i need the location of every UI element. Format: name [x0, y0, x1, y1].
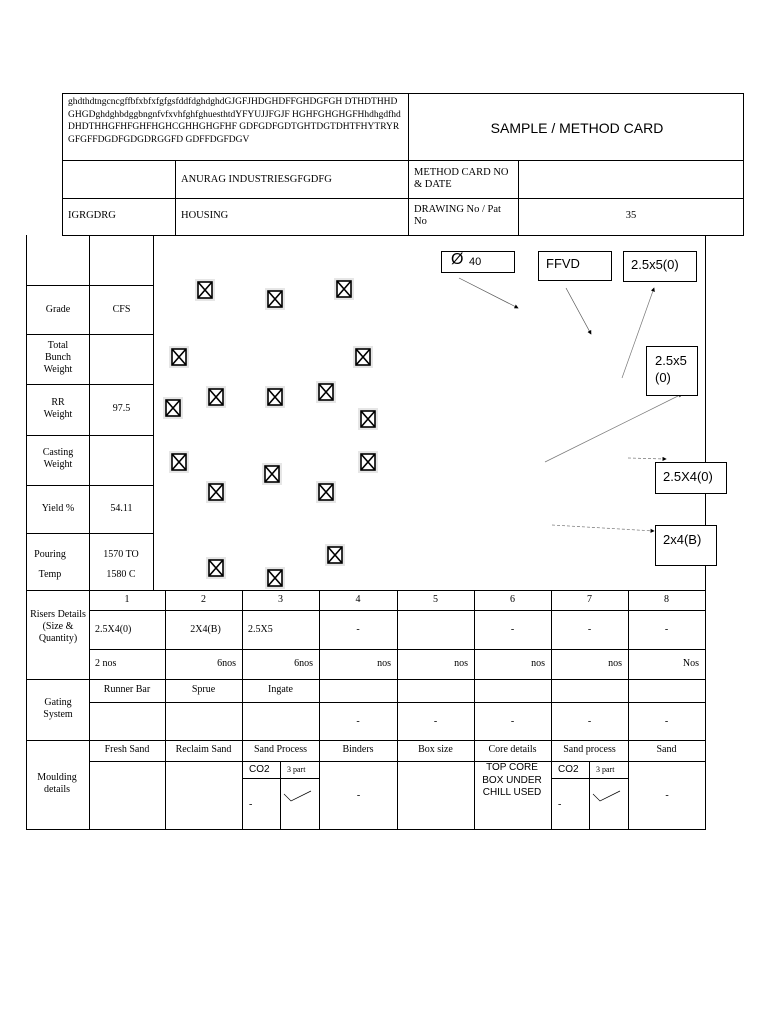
- drawing-label: DRAWING No / Pat No: [414, 204, 501, 227]
- sand-value: -: [665, 790, 669, 801]
- riser-marker-icon: [265, 567, 281, 583]
- spec-label-yield: Yield %: [41, 503, 75, 514]
- riser-quantity: 6nos: [217, 658, 236, 669]
- riser-sketch: [154, 236, 705, 590]
- riser-size: 2.5X5: [248, 624, 273, 635]
- riser-size: -: [587, 624, 592, 635]
- sketch-label-ffvd: FFVD: [538, 251, 612, 281]
- riser-marker-icon: [265, 386, 281, 402]
- spec-value-yield: 54.11: [110, 503, 133, 514]
- riser-size: 2X4(B): [190, 624, 221, 635]
- sketch-label-riser-3: 2.5x5(0): [623, 251, 697, 282]
- moulding-header: Box size: [418, 744, 453, 755]
- sand-process2-3part: 3 part: [596, 765, 615, 774]
- riser-quantity: nos: [531, 658, 545, 669]
- diameter-callout: [441, 251, 515, 273]
- core-details-value: TOP CORE BOX UNDER CHILL USED: [482, 762, 542, 798]
- company-name: ANURAG INDUSTRIESGFGDFG: [181, 174, 332, 185]
- spec-value-grade: CFS: [112, 304, 131, 315]
- method-card-label: METHOD CARD NO & DATE: [414, 167, 509, 190]
- sketch-label-riser-3b: 2.5x5 (0): [646, 346, 698, 396]
- riser-number: 8: [664, 594, 669, 605]
- riser-marker-icon: [316, 481, 332, 497]
- gating-value: -: [587, 716, 592, 727]
- gating-value: -: [664, 716, 669, 727]
- moulding-header: Sand: [656, 744, 677, 755]
- riser-quantity: nos: [377, 658, 391, 669]
- spec-label-rr-weight: RR Weight: [43, 397, 73, 420]
- check-mark-icon-2: [592, 789, 622, 803]
- spec-value-rr-weight: 97.5: [112, 403, 131, 414]
- riser-quantity: nos: [608, 658, 622, 669]
- gating-header: Sprue: [191, 684, 216, 695]
- moulding-header: Sand Process: [253, 744, 308, 755]
- riser-size: 2.5X4(0): [95, 624, 132, 635]
- riser-marker-icon: [206, 386, 222, 402]
- riser-marker-icon: [206, 557, 222, 573]
- moulding-header: Core details: [488, 744, 537, 755]
- riser-marker-icon: [358, 408, 374, 424]
- moulding-label: Moulding details: [37, 772, 77, 795]
- riser-marker-icon: [169, 451, 185, 467]
- sketch-arrows: [154, 236, 705, 590]
- sand-process2-co2: CO2: [558, 764, 579, 775]
- riser-marker-icon: [316, 381, 332, 397]
- sketch-label-riser-1: 2.5X4(0): [655, 462, 727, 494]
- gating-header: Runner Bar: [103, 684, 151, 695]
- riser-marker-icon: [325, 544, 341, 560]
- drawing-value: 35: [625, 210, 637, 221]
- riser-quantity: nos: [454, 658, 468, 669]
- riser-marker-icon: [163, 397, 179, 413]
- company-code: ghdthdtngcncgffbfxbfxfgfgsfddfdghdghdGJGFJHDGHDFFGHDGFGH DTHDTHHDGHGDghdghbdggbngnfvfxvhfghfghuesthtdYFYUJJFGJF HGHFGHGHGFHhdhgdfhdDHDTHHGFHFGHFHGHCGHHGHGFHF GDFGDFGDTGHTDGTDHTFHYTRYRGFGFFDGDFGDGDRGGFD GDFFDGFDGV: [68, 97, 401, 145]
- risers-label: Risers Details (Size & Quantity): [30, 609, 86, 644]
- riser-size: -: [664, 624, 669, 635]
- riser-marker-icon: [195, 279, 211, 295]
- part-name: HOUSING: [181, 210, 229, 221]
- riser-number: 3: [278, 594, 283, 605]
- riser-size: -: [510, 624, 515, 635]
- moulding-header: Fresh Sand: [104, 744, 150, 755]
- riser-number: 2: [201, 594, 206, 605]
- riser-marker-icon: [169, 346, 185, 362]
- riser-marker-icon: [358, 451, 374, 467]
- sand-process2-dash: -: [558, 799, 562, 810]
- sand-process-co2: CO2: [249, 764, 270, 775]
- gating-value: -: [356, 716, 360, 727]
- check-mark-icon: [283, 789, 313, 803]
- riser-number: 6: [510, 594, 515, 605]
- riser-number: 5: [433, 594, 438, 605]
- page-title: SAMPLE / METHOD CARD: [490, 120, 664, 136]
- moulding-header: Sand process: [563, 744, 616, 755]
- riser-marker-icon: [262, 463, 278, 479]
- spec-value-pouring-temp: 1570 TO 1580 C: [103, 549, 139, 580]
- gating-header: Ingate: [268, 684, 293, 695]
- spec-label-casting-weight: Casting Weight: [42, 447, 74, 470]
- diameter-icon: Ø: [451, 251, 464, 268]
- spec-label-grade: Grade: [45, 304, 71, 315]
- spec-label-bunch-weight: Total Bunch Weight: [43, 340, 73, 375]
- moulding-header: Binders: [342, 744, 374, 755]
- gating-label: Gating System: [43, 697, 73, 720]
- sketch-label-riser-2: 2x4(B): [655, 525, 717, 566]
- gating-value: -: [510, 716, 515, 727]
- riser-quantity: 2 nos: [95, 658, 117, 669]
- riser-quantity: Nos: [682, 658, 699, 669]
- diameter-value: 40: [469, 256, 482, 268]
- riser-marker-icon: [353, 346, 369, 362]
- riser-number: 4: [355, 594, 361, 605]
- riser-quantity: 6nos: [294, 658, 313, 669]
- riser-marker-icon: [265, 288, 281, 304]
- moulding-header: Reclaim Sand: [175, 744, 232, 755]
- riser-number: 7: [587, 594, 592, 605]
- sand-process-dash: -: [249, 799, 253, 810]
- riser-marker-icon: [206, 481, 222, 497]
- spec-label-pouring-temp: Pouring Temp: [34, 549, 66, 580]
- part-code: IGRGDRG: [68, 210, 116, 221]
- sand-process-3part: 3 part: [287, 765, 306, 774]
- riser-size: -: [356, 624, 360, 635]
- riser-marker-icon: [334, 278, 350, 294]
- binders-value: -: [356, 790, 361, 801]
- gating-value: -: [433, 716, 438, 727]
- riser-number: 1: [124, 594, 130, 605]
